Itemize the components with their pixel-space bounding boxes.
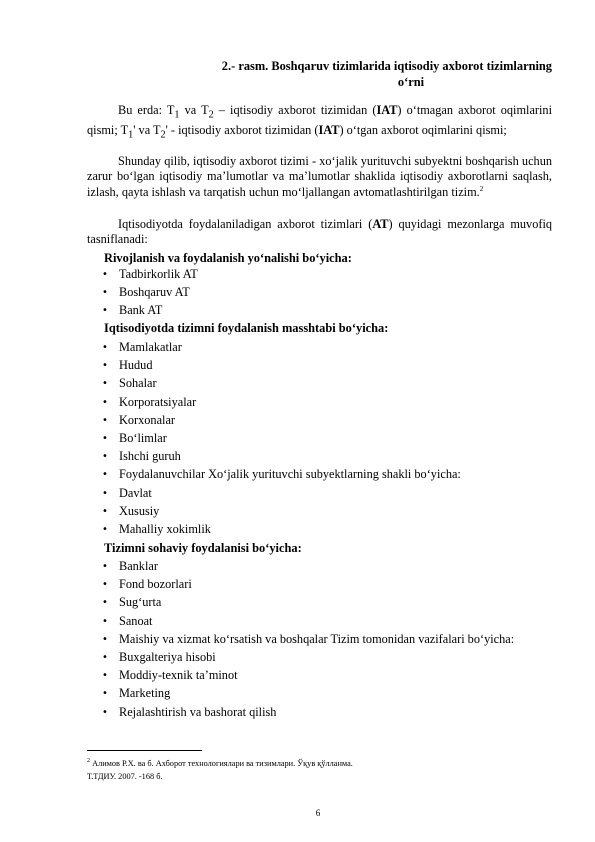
- bullet-icon: •: [102, 451, 108, 463]
- list-item-text: Bo‘limlar: [119, 430, 167, 445]
- list-item-text: Marketing: [119, 686, 171, 701]
- list-item: [102, 522, 554, 537]
- bullet-icon: •: [102, 670, 108, 682]
- list-item-text: Mahalliy xokimlik: [119, 521, 211, 536]
- list-item-text: Sug‘urta: [119, 595, 162, 610]
- figure-caption: [130, 58, 552, 90]
- paragraph-ais-definition: Shunday qilib, iqtisodiy axborot tizimi - xo‘jalik yurituvchi subyektni boshqarish uchun zarur bo‘lgan iqtisodiy ma’lumotlar va ma’lumotlar shaklida iqtisodiy axborotlarni saqlash, izlash, qayta ishlash va tarqatish uchun mo‘ljallangan avtomatlashtirilgan tizim.$^2$: [87, 154, 552, 199]
- list-item: [102, 395, 554, 410]
- bullet-icon: •: [102, 561, 108, 572]
- bullet-icon: •: [102, 706, 108, 718]
- list-item: [102, 577, 554, 592]
- paragraph-flows-definition: Bu erda: $T_1$ va $T_2$ – iqtisodiy axborot tizimidan (IAT) o‘tmagan axborot oqimlarini qismi; $T_1'$ va $T_2'$ - iqtisodiy axborot tizimidan (IAT) o‘tgan axborot oqimlarini qismi;: [87, 103, 552, 141]
- list-item: [102, 668, 554, 683]
- list-item-text: Davlat: [119, 485, 152, 500]
- list-item: [102, 267, 554, 282]
- page-number: 6: [315, 808, 321, 818]
- list-item-text: Rejalashtirish va bashorat qilish: [119, 704, 277, 719]
- list-item: [102, 449, 554, 464]
- list-item-text: Ishchi guruh: [119, 449, 181, 464]
- list-item-text: Banklar: [119, 559, 158, 573]
- footnote: [87, 755, 547, 783]
- list-item-text: Fond bozorlari: [119, 577, 192, 592]
- bullet-icon: •: [102, 651, 108, 663]
- list-item: [102, 705, 554, 720]
- bullet-list-industry-usage: [102, 559, 554, 723]
- list-item-text: Moddiy-texnik ta’minot: [119, 668, 238, 683]
- list-item: [102, 303, 554, 318]
- bullet-icon: •: [102, 269, 108, 280]
- bullet-icon: •: [102, 688, 108, 700]
- bullet-icon: •: [102, 360, 108, 372]
- bullet-icon: •: [102, 414, 108, 426]
- list-item: [102, 413, 554, 428]
- list-item-text: Sanoat: [119, 613, 153, 628]
- footnote-separator: [87, 750, 202, 751]
- bullet-list-usage-scale: [102, 340, 554, 540]
- paragraph-classification-intro: Iqtisodiyotda foydalaniladigan axborot tizimlari (AT) quyidagi mezonlarga muvofiq tasniflanadi:: [87, 217, 553, 247]
- list-item: [102, 650, 554, 665]
- section-heading-usage-scale: Iqtisodiyotda tizimni foydalanish masshtabi bo‘yicha:: [104, 321, 389, 335]
- list-item-text: Boshqaruv AT: [119, 285, 190, 300]
- list-item-text: Maishiy va xizmat ko‘rsatish va boshqalar Tizim tomonidan vazifalari bo‘yicha:: [119, 631, 515, 646]
- figure-caption-line-1: 2.- rasm. Boshqaruv tizimlarida iqtisodiy axborot tizimlarning: [221, 59, 552, 73]
- footnote-line-2: Т.ТДИУ. 2007. -168 б.: [87, 771, 163, 781]
- list-item-text: Buxgalteriya hisobi: [119, 649, 216, 664]
- list-item: [102, 467, 554, 482]
- bullet-icon: •: [102, 487, 108, 499]
- list-item-text: Tadbirkorlik AT: [119, 267, 198, 281]
- footnote-line-1: Алимов Р.Х. ва б. Ахборот технологиялари ва тизимлари. Ўқув қўлланма.: [90, 758, 353, 768]
- list-item: [102, 340, 554, 355]
- list-item-text: Foydalanuvchilar Xo‘jalik yurituvchi subyektlarning shakli bo‘yicha:: [119, 467, 461, 482]
- list-item: [102, 358, 554, 373]
- list-item-text: Xususiy: [119, 503, 160, 518]
- bullet-list-development-direction: [102, 267, 554, 322]
- bullet-icon: •: [102, 633, 108, 645]
- footnote-number: 2: [87, 758, 90, 764]
- list-item-text: Hudud: [119, 358, 153, 373]
- bullet-icon: •: [102, 523, 108, 535]
- list-item: [102, 686, 554, 701]
- footnote-reference: 2: [479, 184, 484, 193]
- list-item-text: Mamlakatlar: [119, 340, 182, 354]
- list-item: [102, 504, 554, 519]
- bullet-icon: •: [102, 378, 108, 390]
- list-item: [102, 285, 554, 300]
- list-item-text: Bank AT: [119, 303, 163, 318]
- list-item: [102, 376, 554, 391]
- bullet-icon: •: [102, 469, 108, 481]
- list-item: [102, 614, 554, 629]
- list-item-text: Korporatsiyalar: [119, 394, 197, 409]
- bullet-icon: •: [102, 305, 108, 317]
- bullet-icon: •: [102, 396, 108, 408]
- list-item: [102, 595, 554, 610]
- section-heading-development-direction: Rivojlanish va foydalanish yo‘nalishi bo‘yicha:: [104, 251, 352, 265]
- list-item: [102, 632, 554, 647]
- section-heading-industry-usage: Tizimni sohaviy foydalanisi bo‘yicha:: [104, 541, 302, 555]
- list-item: [102, 559, 554, 574]
- bullet-icon: •: [102, 287, 108, 299]
- bullet-icon: •: [102, 432, 108, 444]
- list-item: [102, 431, 554, 446]
- list-item-text: Korxonalar: [119, 412, 175, 427]
- bullet-icon: •: [102, 579, 108, 591]
- bullet-icon: •: [102, 342, 108, 353]
- list-item: [102, 486, 554, 501]
- list-item-text: Sohalar: [119, 376, 157, 391]
- bullet-icon: •: [102, 615, 108, 627]
- bullet-icon: •: [102, 597, 108, 609]
- figure-caption-line-2: o‘rni: [397, 75, 425, 89]
- bullet-icon: •: [102, 505, 108, 517]
